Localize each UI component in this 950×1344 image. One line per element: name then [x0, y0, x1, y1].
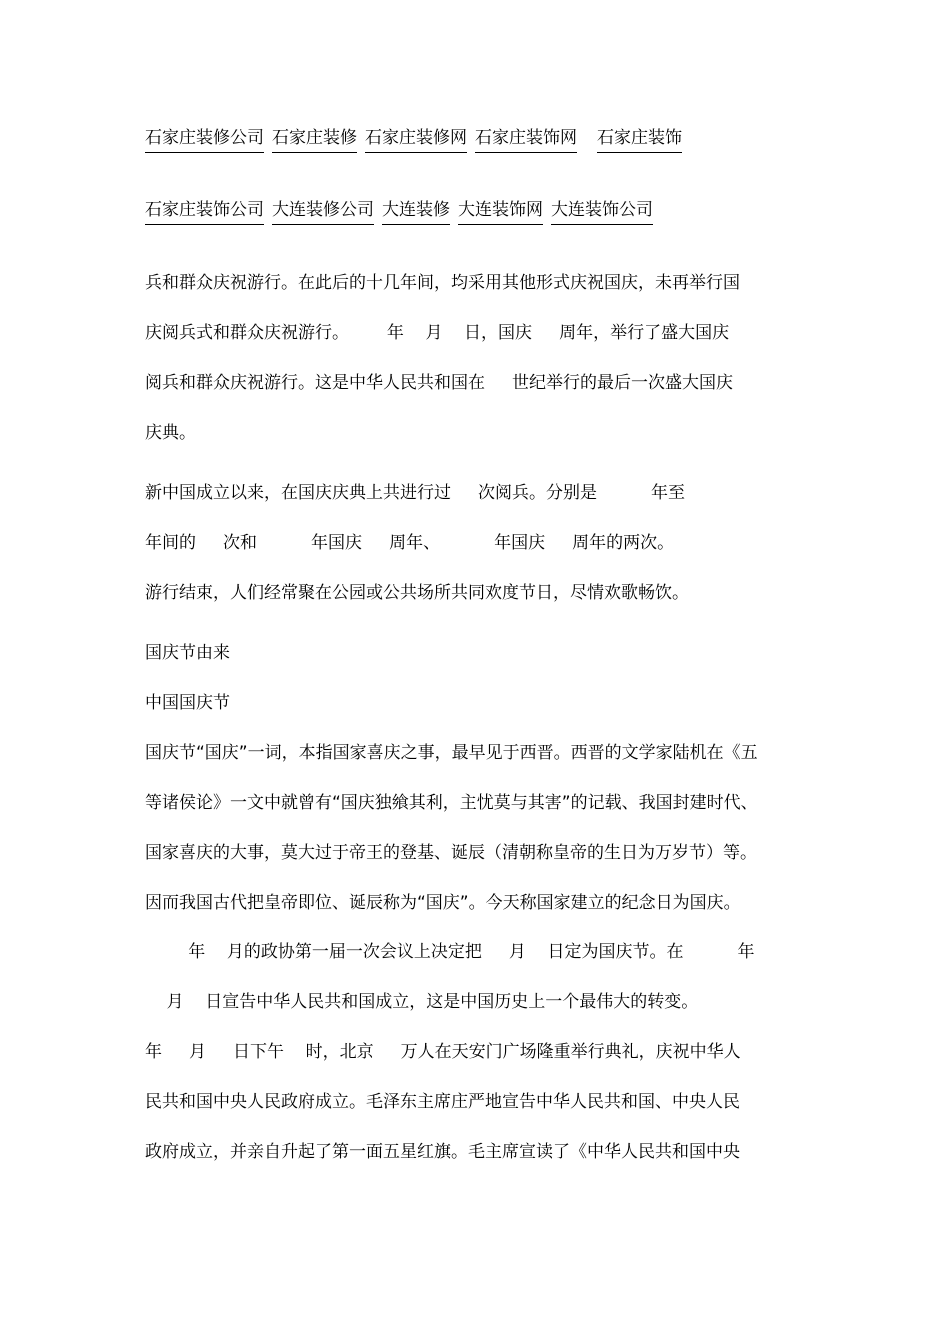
- link-row-2: [145, 198, 661, 228]
- section-heading: 国庆节由来: [145, 643, 230, 663]
- body-line: 月 日宣告中华人民共和国成立，这是中国历史上一个最伟大的转变。: [145, 992, 699, 1012]
- link-dalian-renovation[interactable]: 大连装修: [382, 198, 450, 225]
- body-line: 年 月的政协第一届一次会议上决定把 月 日定为国庆节。在 年: [145, 942, 755, 962]
- body-line: 国家喜庆的大事，莫大过于帝王的登基、诞辰（清朝称皇帝的生日为万岁节）等。: [145, 843, 757, 863]
- link-dalian-decoration-company[interactable]: 大连装饰公司: [551, 198, 653, 225]
- link-shijiazhuang-decoration-net[interactable]: 石家庄装饰网: [475, 126, 577, 153]
- body-line: 政府成立，并亲自升起了第一面五星红旗。毛主席宣读了《中华人民共和国中央: [145, 1142, 740, 1162]
- body-line: 国庆节“国庆”一词，本指国家喜庆之事，最早见于西晋。西晋的文学家陆机在《五: [145, 743, 758, 763]
- body-line: 年 月 日下午 时，北京 万人在天安门广场隆重举行典礼，庆祝中华人: [145, 1042, 741, 1062]
- body-line: 游行结束，人们经常聚在公园或公共场所共同欢度节日，尽情欢歌畅饮。: [145, 583, 689, 603]
- body-line: 阅兵和群众庆祝游行。这是中华人民共和国在 世纪举行的最后一次盛大国庆: [145, 373, 734, 393]
- body-line: 兵和群众庆祝游行。在此后的十几年间，均采用其他形式庆祝国庆，未再举行国: [145, 273, 740, 293]
- link-shijiazhuang-renovation-company[interactable]: 石家庄装修公司: [145, 126, 264, 153]
- link-dalian-renovation-company[interactable]: 大连装修公司: [272, 198, 374, 225]
- link-row-1: [145, 126, 690, 156]
- link-shijiazhuang-renovation[interactable]: 石家庄装修: [272, 126, 357, 153]
- link-dalian-decoration-net[interactable]: 大连装饰网: [458, 198, 543, 225]
- section-heading: 中国国庆节: [145, 693, 230, 713]
- body-line: 等诸侯论》一文中就曾有“国庆独飨其利，主忧莫与其害”的记载、我国封建时代、: [145, 793, 758, 813]
- link-shijiazhuang-decoration[interactable]: 石家庄装饰: [597, 126, 682, 153]
- body-line: 新中国成立以来，在国庆庆典上共进行过 次阅兵。分别是 年至: [145, 483, 686, 503]
- link-shijiazhuang-decoration-company[interactable]: 石家庄装饰公司: [145, 198, 264, 225]
- body-line: 民共和国中央人民政府成立。毛泽东主席庄严地宣告中华人民共和国、中央人民: [145, 1092, 740, 1112]
- body-line: 庆典。: [145, 423, 196, 443]
- body-line: 年间的 次和 年国庆 周年、 年国庆 周年的两次。: [145, 533, 675, 553]
- body-line: 因而我国古代把皇帝即位、诞辰称为“国庆”。今天称国家建立的纪念日为国庆。: [145, 893, 741, 913]
- body-line: 庆阅兵式和群众庆祝游行。 年 月 日，国庆 周年，举行了盛大国庆: [145, 323, 730, 343]
- link-shijiazhuang-renovation-net[interactable]: 石家庄装修网: [365, 126, 467, 153]
